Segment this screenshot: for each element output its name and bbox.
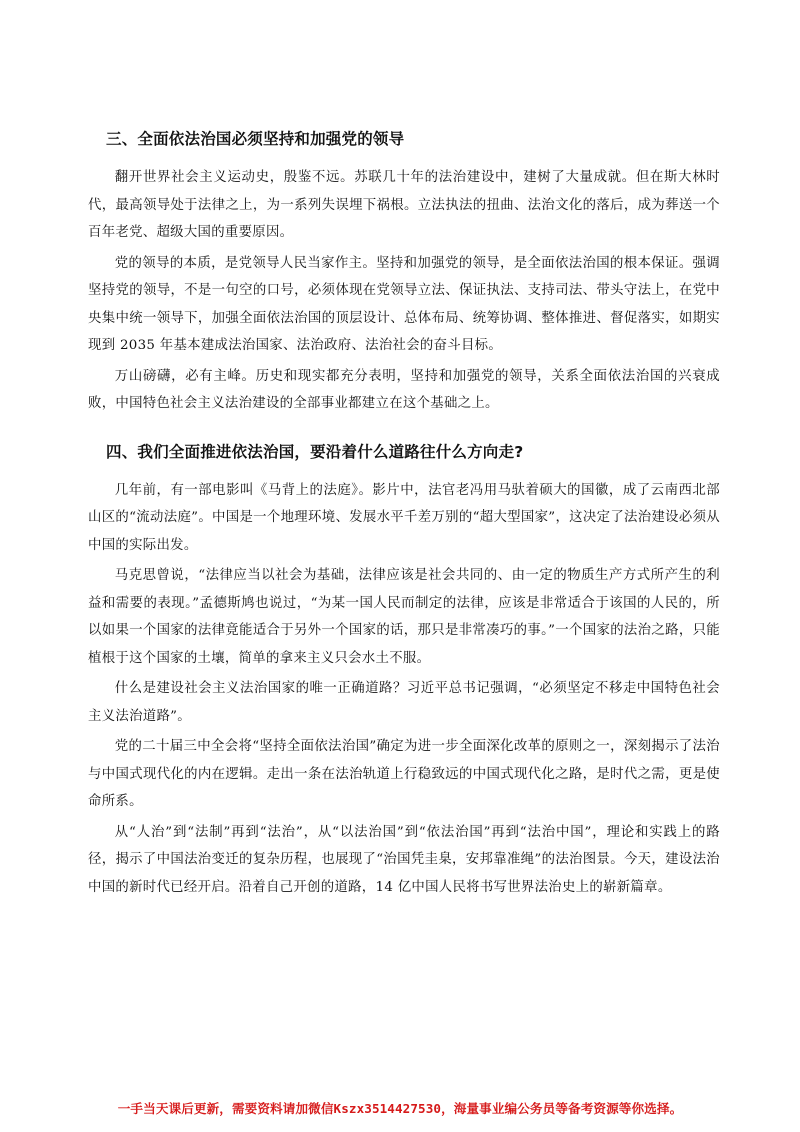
footer-promo-notice: 一手当天课后更新，需要资料请加微信Kszx3514427530，海量事业编公务员等备考资源等你选择。 (117, 1101, 683, 1116)
section-4-paragraph: 马克思曾说，“法律应当以社会为基础，法律应该是社会共同的、由一定的物质生产方式所产生的利益和需要的表现。”孟德斯鸠也说过，“为某一国人民而制定的法律，应该是非常适合于该国的人民的，所以如果一个国家的法律竟能适合于另外一个国家的话，那只是非常凑巧的事。”一个国家的法治之路，只能植根于这个国家的土壤，简单的拿来主义只会水土不服。 (88, 568, 720, 666)
section-4-paragraph: 几年前，有一部电影叫《马背上的法庭》。影片中，法官老冯用马驮着硕大的国徽，成了云南西北部山区的“流动法庭”。中国是一个地理环境、发展水平千差万别的“超大型国家”，这决定了法治建设必须从中国的实际出发。 (88, 482, 720, 553)
section-spacer (88, 421, 720, 441)
section-3-heading: 三、全面依法治国必须坚持和加强党的领导 (106, 130, 405, 148)
section-3-paragraph: 翻开世界社会主义运动史，殷鉴不远。苏联几十年的法治建设中，建树了大量成就。但在斯大林时代，最高领导处于法律之上，为一系列失误埋下祸根。立法执法的扭曲、法治文化的落后，成为葬送一个百年老党、超级大国的重要原因。 (88, 170, 720, 240)
section-4-heading: 四、我们全面推进依法治国，要沿着什么道路往什么方向走? (106, 442, 524, 461)
section-4-paragraph: 党的二十届三中全会将“坚持全面依法治国”确定为进一步全面深化改革的原则之一，深刻揭示了法治与中国式现代化的内在逻辑。走出一条在法治轨道上行稳致远的中国式现代化之路，是时代之需，更是使命所系。 (88, 739, 720, 809)
section-3-paragraph: 党的领导的本质，是党领导人民当家作主。坚持和加强党的领导，是全面依法治国的根本保证。强调坚持党的领导，不是一句空的口号，必须体现在党领导立法、保证执法、支持司法、带头守法上，在党中央集中统一领导下，加强全面依法治国的顶层设计、总体布局、统筹协调、整体推进、督促落实，如期实现到 2035 年基本建成法治国家、法治政府、法治社会的奋斗目标。 (88, 255, 720, 353)
section-4-paragraph: 从“人治”到“法制”再到“法治”，从“以法治国”到“依法治国”再到“法治中国”，理论和实践上的路径，揭示了中国法治变迁的复杂历程，也展现了“治国凭圭臬，安邦靠准绳”的法治图景。今天，建设法治中国的新时代已经开启。沿着自己开创的道路，14 亿中国人民将书写世界法治史上的崭新篇章。 (88, 824, 720, 895)
document-body (88, 128, 720, 904)
section-4-paragraph: 什么是建设社会主义法治国家的唯一正确道路？习近平总书记强调，“必须坚定不移走中国特色社会主义法治道路”。 (88, 681, 720, 724)
section-3-paragraph: 万山磅礴，必有主峰。历史和现实都充分表明，坚持和加强党的领导，关系全面依法治国的兴衰成败，中国特色社会主义法治建设的全部事业都建立在这个基础之上。 (88, 368, 720, 411)
